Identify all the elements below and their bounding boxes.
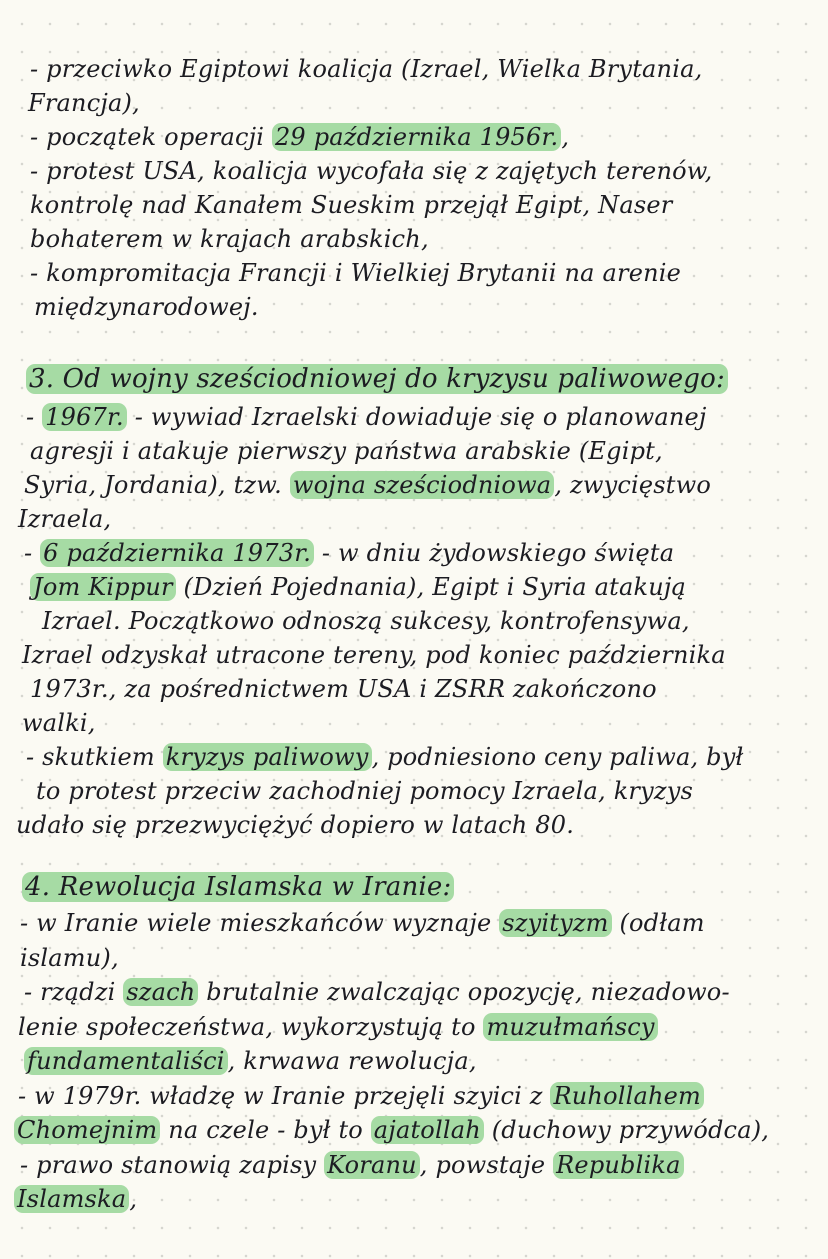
note-text: ,: [129, 1185, 138, 1213]
section-3-line: [18, 502, 111, 536]
section-4-line: [20, 1148, 684, 1182]
note-text: , zwycięstwo: [554, 471, 712, 499]
note-text: - rządzi: [24, 978, 124, 1006]
section-3-line: [24, 468, 711, 502]
section-4-line: [20, 906, 705, 940]
section-3-line: [30, 434, 663, 468]
section-4-heading: 4. Rewolucja Islamska w Iranie:: [22, 872, 454, 902]
highlighted-term: 1967r.: [42, 403, 127, 431]
highlighted-term: 6 października 1973r.: [40, 539, 314, 567]
note-text: Syria, Jordania), tzw.: [24, 471, 290, 499]
section-3-line: [26, 400, 707, 434]
highlighted-term: szyityzm: [499, 909, 611, 937]
note-text: międzynarodowej.: [34, 293, 259, 321]
highlighted-term: fundamentaliści: [24, 1047, 228, 1075]
intro-line: [30, 188, 672, 222]
note-text: na czele - był to: [160, 1116, 371, 1144]
note-text: Francja),: [28, 89, 140, 117]
note-text: - wywiad Izraelski dowiaduje się o planowanej: [126, 403, 707, 431]
section-4-line: [24, 975, 730, 1009]
section-4-line: [14, 1182, 137, 1216]
note-text: ,: [561, 123, 570, 151]
highlighted-term: Jom Kippur: [30, 573, 176, 601]
note-text: , powstaje: [419, 1150, 554, 1179]
intro-line: [28, 86, 140, 120]
intro-line: [30, 154, 712, 188]
note-text: , krwawa rewolucja,: [227, 1047, 477, 1075]
intro-line: [30, 256, 681, 290]
note-text: udało się przezwyciężyć dopiero w latach 80.: [16, 811, 575, 839]
highlighted-term: Chomejnim: [14, 1116, 160, 1144]
highlighted-term: Republika: [553, 1151, 683, 1179]
note-text: Izraela,: [18, 505, 112, 533]
section-3-heading-line: [26, 362, 728, 396]
note-text: (duchowy przywódca),: [483, 1116, 770, 1144]
note-text: 1973r., za pośrednictwem USA i ZSRR zakończono: [30, 675, 657, 703]
intro-line: [30, 222, 429, 256]
note-text: - protest USA, koalicja wycofała się z zajętych terenów,: [30, 157, 713, 185]
highlighted-term: szach: [123, 978, 198, 1006]
note-text: -: [24, 539, 41, 567]
highlighted-term: kryzys paliwowy: [163, 743, 372, 771]
note-text: agresji i atakuje pierwszy państwa arabskie (Egipt,: [30, 437, 663, 465]
note-text: - przeciwko Egiptowi koalicja (Izrael, Wielka Brytania,: [30, 55, 703, 83]
note-text: (Dzień Pojednania), Egipt i Syria atakują: [175, 573, 687, 601]
note-text: lenie społeczeństwa, wykorzystują to: [18, 1012, 484, 1041]
section-3-line: [42, 604, 690, 638]
section-4-line: [20, 941, 119, 975]
section-4-heading-line: [22, 870, 454, 904]
note-text: (odłam: [611, 909, 705, 937]
highlighted-term: Ruhollahem: [550, 1082, 704, 1110]
note-text: - w Iranie wiele mieszkańców wyznaje: [20, 909, 500, 937]
highlighted-term: ajatollah: [371, 1116, 484, 1144]
intro-line: [34, 290, 259, 324]
note-text: - w dniu żydowskiego święta: [314, 539, 675, 567]
note-text: brutalnie zwalczając opozycję, niezadowo-: [198, 978, 730, 1006]
section-3-line: [22, 706, 96, 740]
section-3-line: [30, 672, 657, 706]
intro-line: [30, 120, 569, 154]
note-text: islamu),: [20, 943, 119, 972]
section-3-line: [16, 808, 574, 842]
highlighted-term: Koranu: [324, 1151, 420, 1179]
section-3-heading: 3. Od wojny sześciodniowej do kryzysu paliwowego:: [26, 364, 728, 394]
note-text: - prawo stanowią zapisy: [20, 1150, 325, 1179]
section-4-line: [18, 1079, 704, 1113]
section-4-line: [24, 1044, 477, 1078]
note-text: kontrolę nad Kanałem Sueskim przejął Egipt, Naser: [30, 191, 673, 219]
highlighted-term: Islamska: [14, 1185, 129, 1213]
note-text: bohaterem w krajach arabskich,: [30, 225, 429, 253]
note-text: walki,: [22, 709, 96, 737]
section-4-line: [18, 1010, 658, 1044]
note-text: , podniesiono ceny paliwa, był: [371, 743, 744, 771]
note-text: - kompromitacja Francji i Wielkiej Brytanii na arenie: [30, 259, 682, 287]
section-3-line: [22, 638, 726, 672]
highlighted-term: wojna sześciodniowa: [290, 471, 554, 499]
note-text: - w 1979r. władzę w Iranie przejęli szyici z: [18, 1081, 551, 1110]
note-text: - skutkiem: [26, 743, 163, 771]
section-3-line: [36, 774, 693, 808]
note-text: to protest przeciw zachodniej pomocy Izraela, kryzys: [36, 777, 693, 805]
note-text: Izrael odzyskał utracone tereny, pod koniec października: [22, 641, 726, 669]
section-4-line: [14, 1113, 769, 1147]
section-3-line: [26, 740, 743, 774]
note-text: Izrael. Początkowo odnoszą sukcesy, kontrofensywa,: [42, 607, 690, 635]
note-text: - początek operacji: [30, 123, 272, 151]
highlighted-term: 29 października 1956r.: [272, 123, 561, 151]
section-3-line: [24, 536, 674, 570]
section-3-line: [30, 570, 686, 604]
highlighted-term: muzułmańscy: [483, 1013, 657, 1041]
intro-line: [30, 52, 702, 86]
note-text: -: [26, 403, 43, 431]
